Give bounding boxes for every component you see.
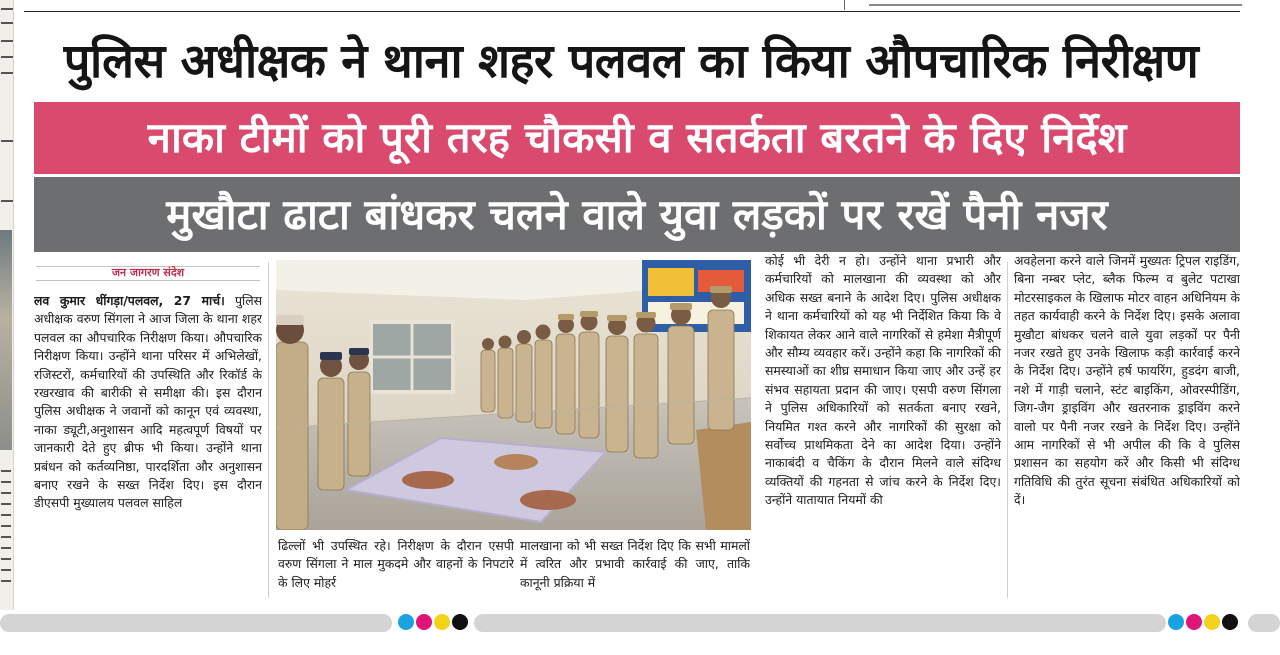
article-column-4: अवहेलना करने वाले जिनमें मुख्यतः ट्रिपल राइडिंग, बिना नम्बर प्लेट, ब्लैक फिल्म व बुलेट पटाखा मोटरसाइकल के खिलाफ मोटर वाहन अधिनियम के तहत कार्यवाही करने के निर्देश दिए। इसके अलावा मुखौटा बांधकर चलने वाले युवा लड़कों पर पैनी नजर रखते हुए उनके खिलाफ कड़ी कार्रवाई करने के निर्देश दिए। उन्होंने हर्ष फायरिंग, हुडदंग बाजी, नशे में गाड़ी चलाने, स्टंट बाइकिंग, ओवरस्पीडिंग, जिग-जैग ड्राइविंग और खतरनाक ड्राइविंग करने वालो पर पैनी नजर रखने के निर्देश दिए। उन्होंने आम नागरिकों से भी अपील की कि वे पुलिस प्रशासन का सहयोग करें और किसी भी संदिग्ध गतिविधि की तुरंत सूचना संबंधित अधिकारियों को दें। xyxy=(1014,253,1240,508)
article-column-2b: मालखाना को भी सख्त निर्देश दिए कि सभी मामलों में त्वरित और प्रभावी कार्रवाई की जाए, ताकि कानूनी प्रक्रिया में xyxy=(520,538,750,590)
source-tag: जन जागरण संदेश xyxy=(36,266,260,281)
registration-mark-cyan xyxy=(398,614,414,630)
police-lineup-illustration xyxy=(276,260,751,530)
registration-mark-yellow xyxy=(434,614,450,630)
article-column-1 xyxy=(34,292,262,598)
registration-mark-cyan xyxy=(1168,614,1184,630)
dateline: लव कुमार धींगड़ा/पलवल, 27 मार्च। xyxy=(34,293,225,308)
print-bar xyxy=(474,614,1166,632)
inspection-photo xyxy=(276,260,751,530)
column-divider xyxy=(268,262,269,598)
print-bar xyxy=(0,614,392,632)
registration-mark-yellow xyxy=(1204,614,1220,630)
page-margin xyxy=(1242,0,1280,610)
print-bar xyxy=(1248,614,1280,632)
registration-mark-magenta xyxy=(1186,614,1202,630)
article-column-2a: ढिल्लों भी उपस्थित रहे। निरीक्षण के दौरान एसपी वरुण सिंगला ने माल मुकदमे और वाहनों के निपटारे के लिए मोहर्र xyxy=(278,538,514,590)
column-divider xyxy=(1007,262,1008,598)
subhead-band-gray: मुखौटा ढाटा बांधकर चलने वाले युवा लड़कों पर रखें पैनी नजर xyxy=(34,177,1240,252)
registration-mark-magenta xyxy=(416,614,432,630)
column-1-body: पुलिस अधीक्षक वरुण सिंगला ने आज जिला के थाना शहर पलवल का औपचारिक निरीक्षण किया। औपचारिक निरीक्षण किया। उन्होंने थाना परिसर में अभिलेखों, रजिस्टरों, कर्मचारियों की उपस्थिति और रिकॉर्ड के रखरखाव की बारीकी से समीक्षा की। इस दौरान पुलिस अधीक्षक ने जवानों को कानून एवं व्यवस्था, नाका ड्यूटी,अनुशासन आदि महत्वपूर्ण विषयों पर जानकारी देते हुए ब्रीफ भी किया। उन्होंने थाना प्रबंधन को कर्तव्यनिष्ठा, पारदर्शिता और अनुशासन बनाए रखने के सख्त निर्देश दिए। इस दौरान डीएसपी मुख्यालय पलवल साहिल xyxy=(34,293,262,511)
subhead-band-pink: नाका टीमों को पूरी तरह चौकसी व सतर्कता बरतने के दिए निर्देश xyxy=(34,102,1240,174)
registration-mark-black xyxy=(1222,614,1238,630)
previous-article-rule xyxy=(24,0,1240,12)
article-column-3: कोई भी देरी न हो। उन्होंने थाना प्रभारी और कर्मचारियों को मालखाना की व्यवस्था को और अधिक सख्त बनाने के आदेश दिए। पुलिस अधीक्षक ने थाना कर्मचारियों को यह भी निर्देशित किया कि वे शिकायत लेकर आने वाले नागरिकों से हमेशा मैत्रीपूर्ण और सौम्य व्यवहार करें। उन्होंने कहा कि नागरिकों की समस्याओं का शीघ्र समाधान किया जाए और उन्हें हर संभव सहायता प्रदान की जाए। एसपी वरुण सिंगला ने पुलिस अधिकारियों को सतर्कता बनाए रखने, नियमित गश्त करने और नागरिकों की सुरक्षा को सर्वोच्च प्राथमिकता देने का आदेश दिया। उन्होंने नाकाबंदी व चैकिंग के दौरान मिलने वाले संदिग्ध व्यक्तियों की गहनता से जांच करने के निर्देश दिए। उन्होंने यातायात नियमों की xyxy=(765,253,1001,508)
registration-mark-black xyxy=(452,614,468,630)
adjacent-page-strip xyxy=(0,0,14,610)
article-headline: पुलिस अधीक्षक ने थाना शहर पलवल का किया औपचारिक निरीक्षण xyxy=(63,34,1199,89)
